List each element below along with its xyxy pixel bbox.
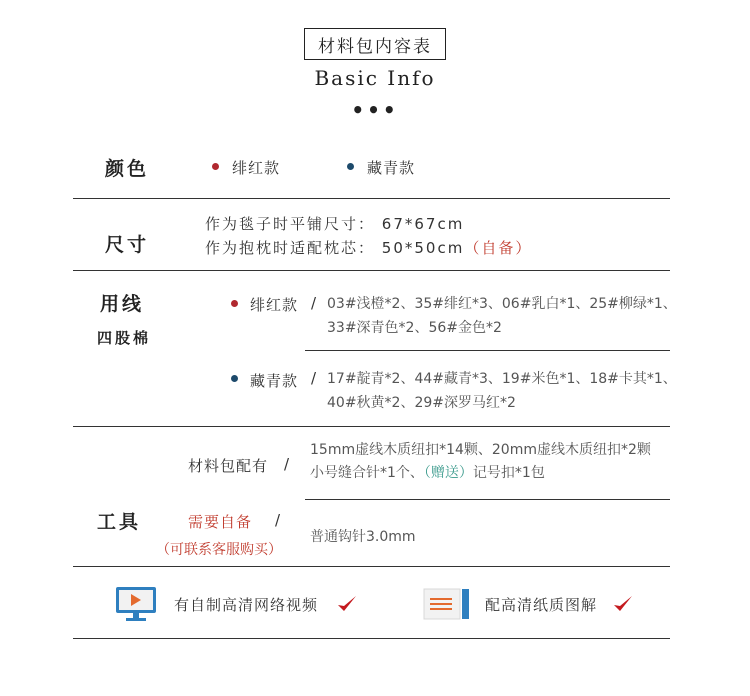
divider-line — [73, 638, 670, 639]
tools-included-label: 材料包配有 — [188, 457, 269, 475]
paper-diagram-icon — [423, 588, 471, 620]
divider-line — [73, 198, 670, 199]
yarn-navy-line1: 17#靛青*2、44#藏青*3、19#米色*1、18#卡其*1、 — [327, 371, 677, 387]
yarn-crimson-line1: 03#浅橙*2、35#绯红*3、06#乳白*1、25#柳绿*1、 — [327, 296, 677, 312]
page-title-box — [304, 28, 446, 60]
divider-line — [73, 270, 670, 271]
tools-needle-text: 小号缝合针*1个、 — [310, 465, 424, 481]
divider-line — [305, 350, 670, 351]
color-option-navy: 藏青款 — [367, 159, 416, 177]
tools-crochet-hook: 普通钩针3.0mm — [310, 529, 416, 545]
crimson-dot-icon — [212, 163, 219, 170]
yarn-sub-label: 四股棉 — [97, 329, 152, 347]
size-label: 尺寸 — [105, 234, 150, 256]
size-line-pillow — [205, 237, 532, 258]
navy-dot-icon — [231, 375, 238, 382]
tools-self-provide-label: 需要自备 — [188, 513, 253, 531]
navy-dot-icon — [347, 163, 354, 170]
tools-gift-badge: （赠送） — [423, 465, 473, 481]
size-line-blanket: 作为毯子时平铺尺寸： 67*67cm — [205, 215, 465, 233]
page-subtitle: Basic Info — [314, 66, 436, 90]
video-feature-label: 有自制高清网络视频 — [174, 596, 319, 614]
divider-line — [73, 426, 670, 427]
yarn-group-separator: / — [311, 294, 318, 312]
yarn-group-navy-name: 藏青款 — [250, 372, 299, 390]
yarn-label: 用线 — [100, 293, 145, 315]
tools-self-separator: / — [275, 511, 282, 529]
size-line-pillow-text: 作为抱枕时适配枕芯： 50*50cm — [205, 239, 465, 257]
divider-dots: ••• — [351, 98, 399, 122]
yarn-group-crimson-name: 绯红款 — [250, 296, 299, 314]
crimson-dot-icon — [231, 300, 238, 307]
tools-marker-text: 记号扣*1包 — [472, 465, 545, 481]
tools-label: 工具 — [97, 511, 142, 533]
divider-line — [73, 566, 670, 567]
checkmark-icon — [336, 594, 358, 618]
tools-contact-service-note: （可联系客服购买） — [156, 542, 282, 558]
colors-label: 颜色 — [105, 158, 150, 180]
divider-line — [305, 499, 670, 500]
yarn-navy-line2: 40#秋黄*2、29#深罗马红*2 — [327, 395, 516, 411]
yarn-crimson-line2: 33#深青色*2、56#金色*2 — [327, 320, 502, 336]
video-monitor-icon — [115, 586, 159, 622]
tools-included-separator: / — [284, 455, 291, 473]
color-option-crimson: 绯红款 — [232, 159, 281, 177]
tools-included-line2 — [310, 462, 545, 482]
checkmark-icon — [612, 594, 634, 618]
paper-feature-label: 配高清纸质图解 — [485, 596, 598, 614]
tools-included-line1: 15mm虚线木质纽扣*14颗、20mm虚线木质纽扣*2颗 — [310, 442, 651, 458]
size-self-provide-note: （自备） — [464, 239, 533, 257]
page-title: 材料包内容表 — [318, 36, 432, 57]
yarn-group-separator: / — [311, 369, 318, 387]
